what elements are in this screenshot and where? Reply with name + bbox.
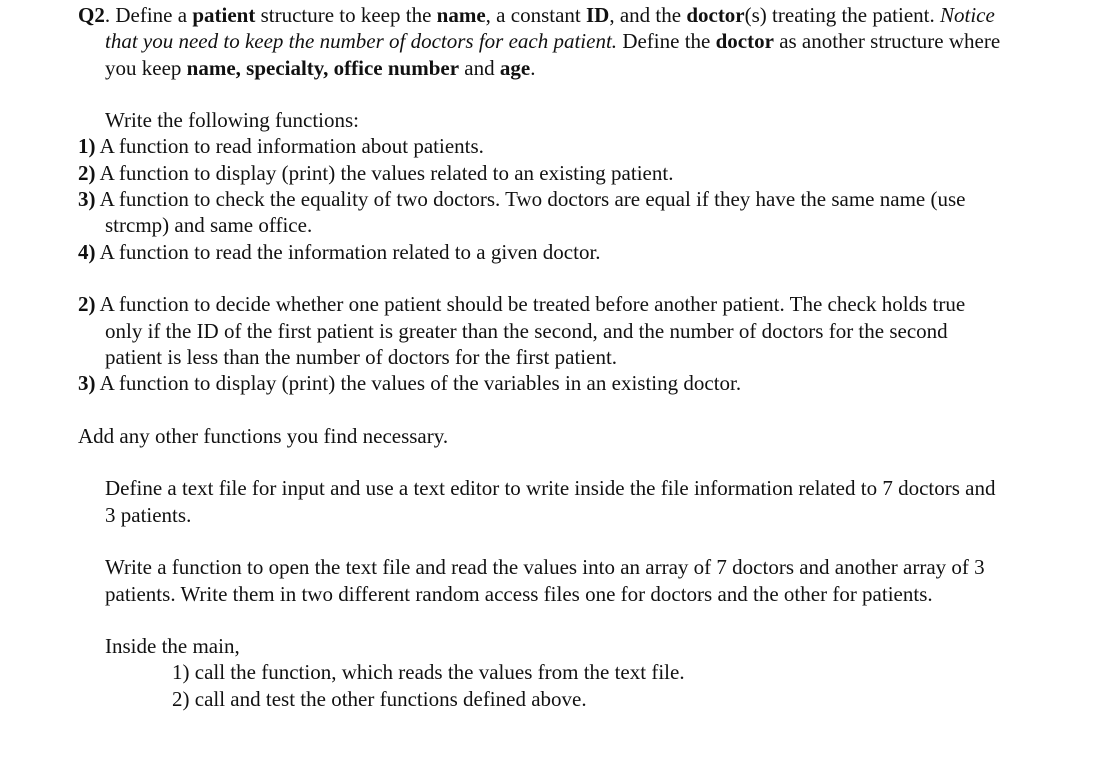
intro-text: (s) treating the patient. (744, 3, 940, 27)
item-number: 1) (78, 134, 96, 159)
intro-bold-doctor: doctor (686, 3, 745, 27)
item-number: 2) (78, 160, 96, 185)
intro-text: , and the (609, 3, 687, 27)
function-item-3 (0, 186, 1097, 239)
item-number: 3) (78, 187, 96, 212)
functions-heading: Write the following functions: (105, 108, 360, 133)
function-item-1 (0, 133, 1097, 159)
spacer (0, 396, 1097, 422)
intro-bold-name: name (436, 3, 486, 27)
item-text: A function to decide whether one patient should be treated before another patient. The check holds true only if the ID of the first patient is greater than the second, and the number of doctors for the second patient is less than the number of doctors for the first patient. (99, 292, 966, 369)
intro-text: as another structure where you keep (105, 29, 1001, 80)
intro-italic-note: Notice that you need to keep the number of doctors for each patient. (105, 3, 995, 54)
intro-bold-id: ID (585, 3, 610, 27)
intro-bold-patient: patient (192, 3, 256, 27)
question-label: Q2 (78, 3, 105, 27)
intro-text: and (459, 55, 500, 80)
spacer (0, 528, 1097, 554)
main-heading: Inside the main, (105, 634, 240, 659)
function-item-b3 (0, 370, 1097, 396)
item-number: 3) (78, 371, 96, 396)
intro-bold-fields: name, specialty, office number (186, 55, 460, 80)
item-text: A function to read information about patients. (99, 134, 484, 159)
add-functions-note: Add any other functions you find necessary. (78, 423, 449, 448)
spacer (0, 81, 1097, 107)
intro-bold-doctor-2: doctor (715, 29, 774, 54)
item-number: 4) (78, 239, 96, 264)
item-text: A function to display (print) the values of the variables in an existing doctor. (99, 371, 742, 396)
function-item-2 (0, 160, 1097, 186)
question-intro (0, 2, 1097, 81)
intro-text: . Define a (104, 3, 193, 27)
item-text: A function to display (print) the values related to an existing patient. (99, 160, 674, 185)
open-file-paragraph: Write a function to open the text file and read the values into an array of 7 doctors and another array of 3 patients. Write them in two different random access files one for doctors and the other for patients. (105, 555, 985, 606)
item-text: A function to check the equality of two doctors. Two doctors are equal if they have the same name (use strcmp) and same office. (99, 187, 966, 238)
intro-text: structure to keep the (255, 3, 437, 27)
intro-text: Define the (617, 29, 716, 54)
item-text: A function to read the information related to a given doctor. (99, 239, 601, 264)
text-file-paragraph: Define a text file for input and use a text editor to write inside the file information related to 7 doctors and 3 patients. (105, 476, 996, 527)
intro-bold-age: age (499, 55, 531, 80)
intro-text: , a constant (485, 3, 586, 27)
spacer (0, 607, 1097, 633)
intro-text: . (530, 55, 536, 80)
main-step-1: 1) call the function, which reads the values from the text file. (172, 660, 685, 685)
spacer (0, 449, 1097, 475)
main-step-2: 2) call and test the other functions defined above. (172, 686, 587, 711)
spacer (0, 265, 1097, 291)
item-number: 2) (78, 292, 96, 317)
assignment-page (0, 2, 1097, 712)
function-item-b2 (0, 291, 1097, 370)
function-item-4 (0, 239, 1097, 265)
